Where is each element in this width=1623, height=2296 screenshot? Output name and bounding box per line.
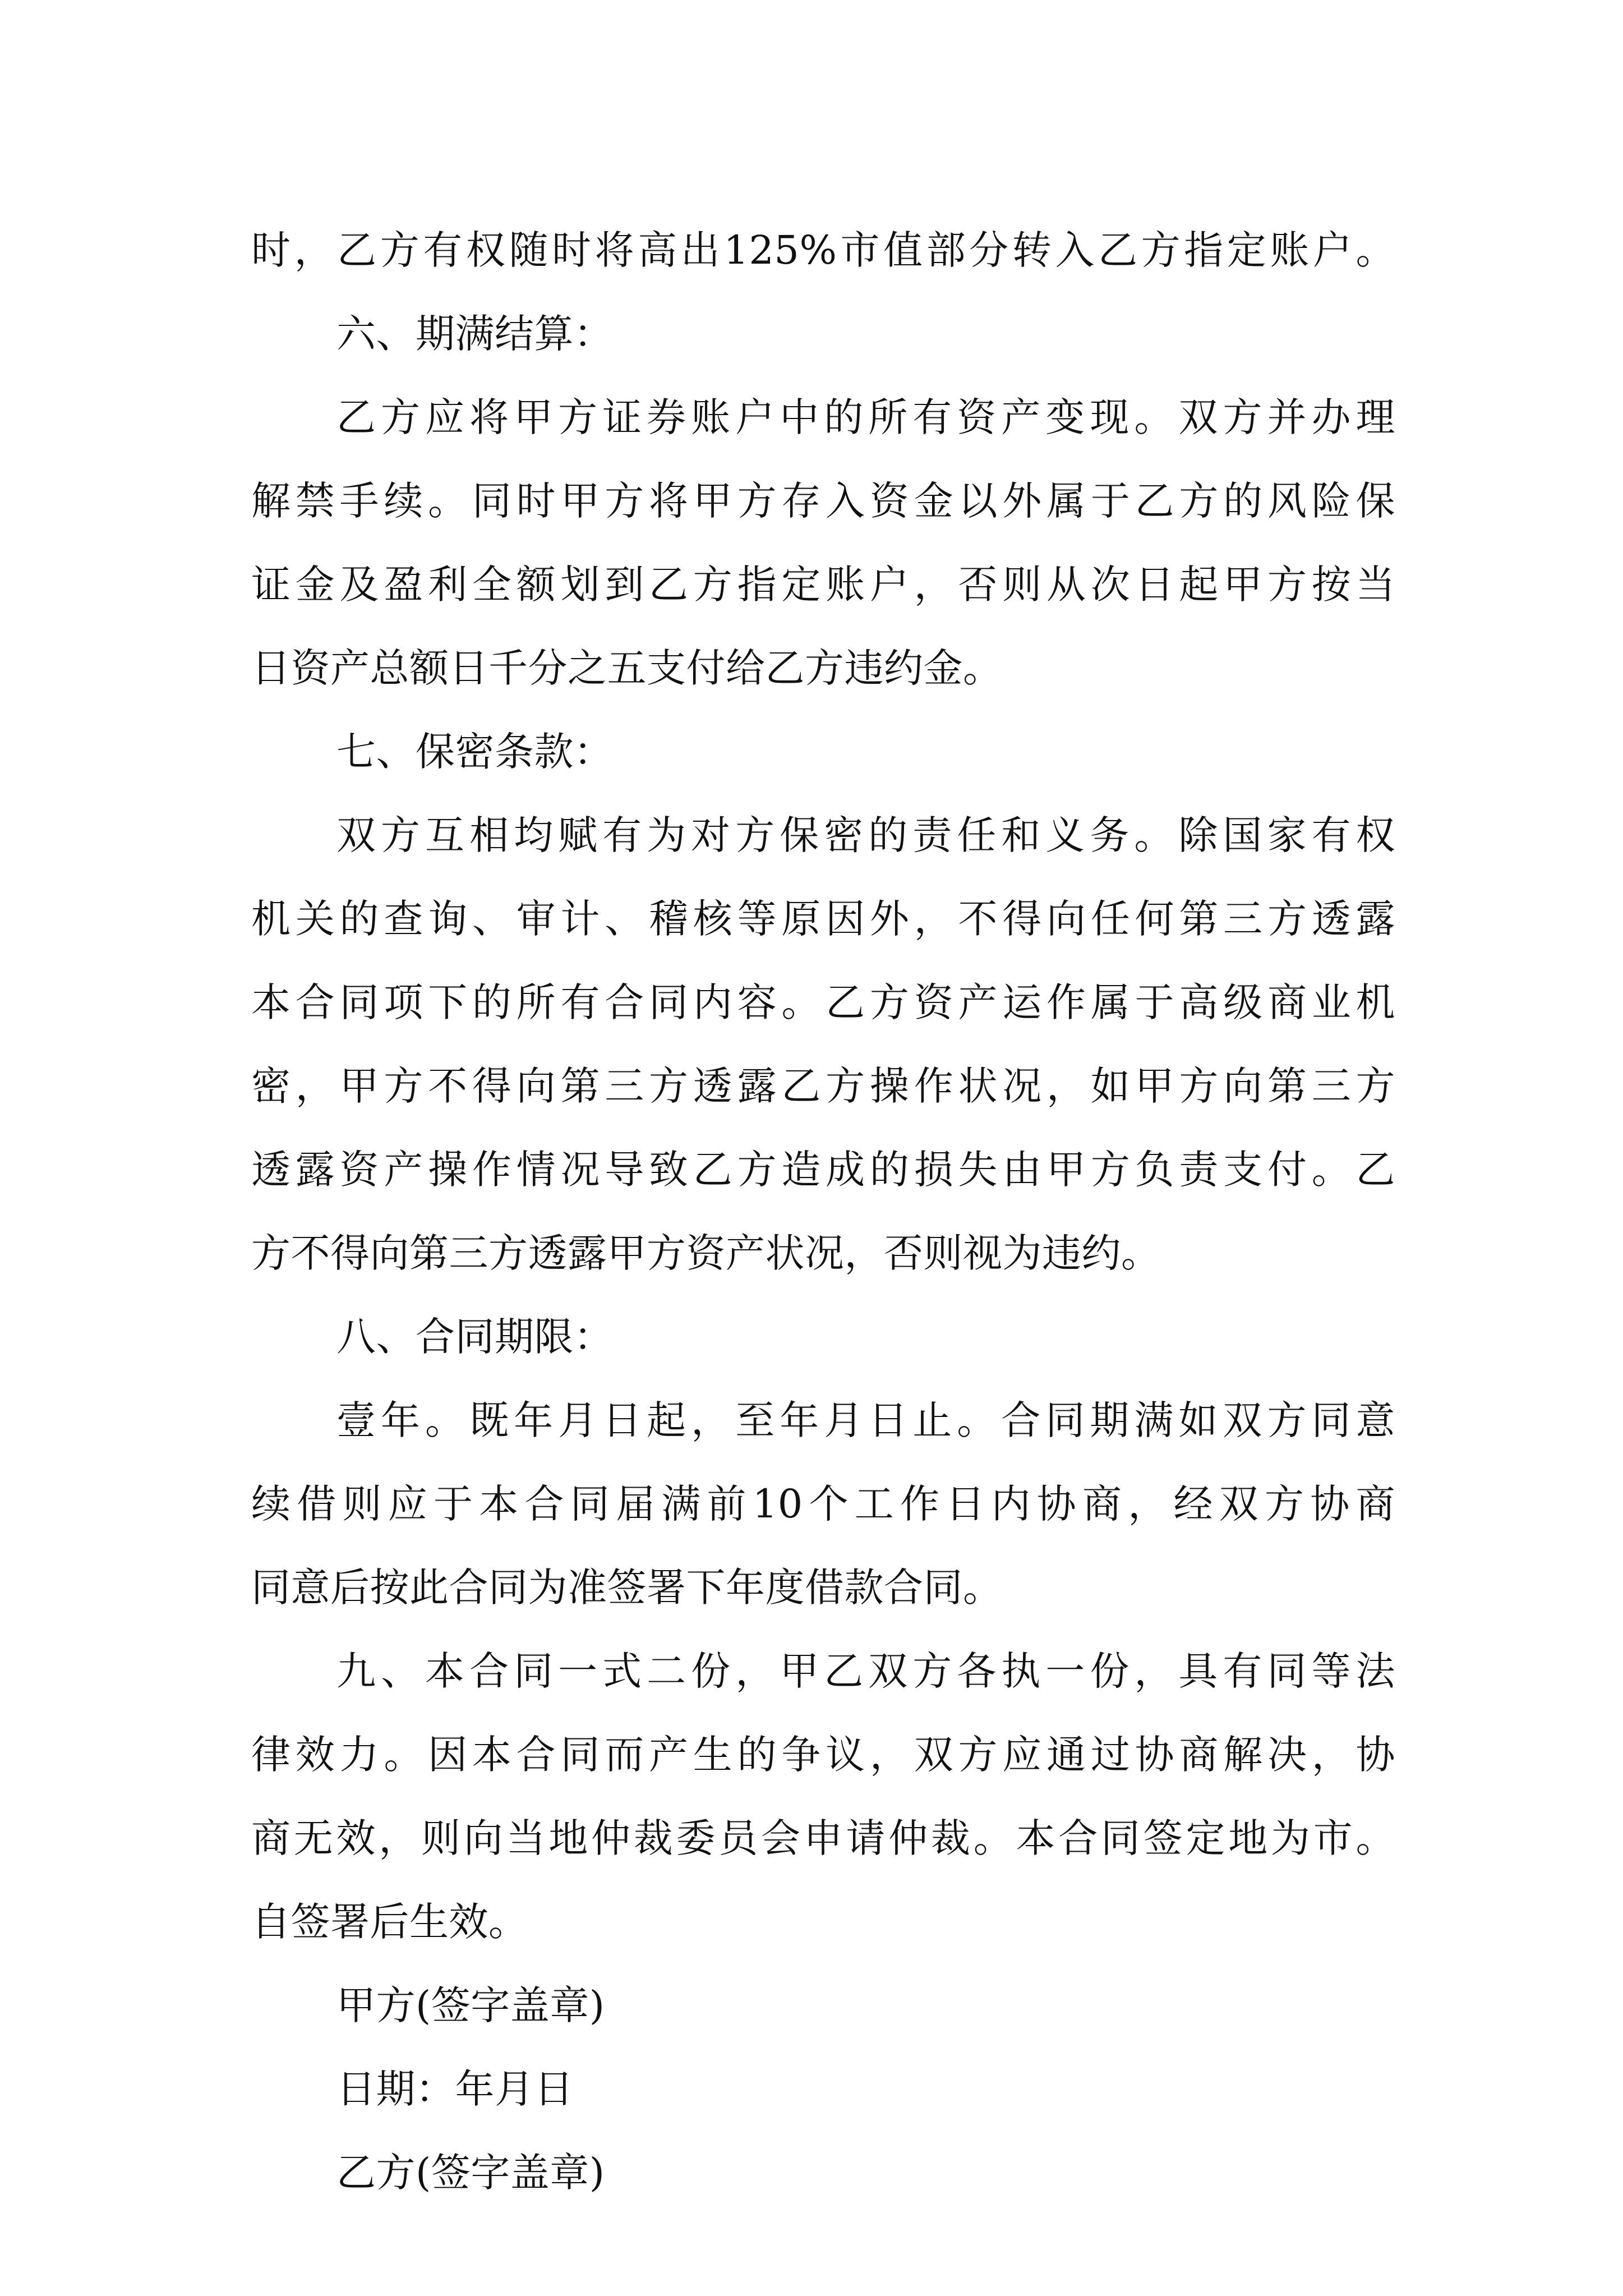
text-line: 乙方应将甲方证券账户中的所有资产变现。双方并办理 [336, 394, 1395, 440]
text-line: 九、本合同一式二份，甲乙双方各执一份，具有同等法 [336, 1648, 1395, 1694]
text-line: 解禁手续。同时甲方将甲方存入资金以外属于乙方的风险保 [251, 478, 1395, 524]
text-line: 壹年。既年月日起，至年月日止。合同期满如双方同意 [336, 1397, 1395, 1443]
text-line: 密，甲方不得向第三方透露乙方操作状况，如甲方向第三方 [251, 1063, 1395, 1109]
text-line: 方不得向第三方透露甲方资产状况，否则视为违约。 [251, 1230, 1161, 1276]
text-line: 同意后按此合同为准签署下年度借款合同。 [251, 1565, 1003, 1611]
text-line: 双方互相均赋有为对方保密的责任和义务。除国家有权 [336, 812, 1395, 858]
section-heading-settlement: 六、期满结算： [336, 311, 614, 357]
text-line: 律效力。因本合同而产生的争议，双方应通过协商解决，协 [251, 1732, 1395, 1778]
text-line: 时，乙方有权随时将高出125%市值部分转入乙方指定账户。 [251, 227, 1395, 273]
text-line: 机关的查询、审计、稽核等原因外，不得向任何第三方透露 [251, 896, 1395, 942]
text-line: 商无效，则向当地仲裁委员会申请仲裁。本合同签定地为市。 [251, 1815, 1395, 1861]
document-page [251, 209, 1395, 2215]
text-line: 自签署后生效。 [251, 1899, 528, 1945]
party-a-signature: 甲方(签字盖章) [336, 1982, 605, 2028]
text-line: 本合同项下的所有合同内容。乙方资产运作属于高级商业机 [251, 979, 1395, 1025]
text-line: 续借则应于本合同届满前10个工作日内协商，经双方协商 [251, 1481, 1395, 1527]
text-line: 透露资产操作情况导致乙方造成的损失由甲方负责支付。乙 [251, 1147, 1395, 1193]
text-line: 日资产总额日千分之五支付给乙方违约金。 [251, 645, 1003, 691]
text-line: 证金及盈利全额划到乙方指定账户，否则从次日起甲方按当 [251, 562, 1395, 608]
section-heading-confidentiality: 七、保密条款： [336, 729, 614, 775]
party-b-signature: 乙方(签字盖章) [336, 2150, 605, 2196]
section-heading-term: 八、合同期限： [336, 1314, 614, 1360]
signature-date: 日期：年月日 [336, 2066, 574, 2112]
